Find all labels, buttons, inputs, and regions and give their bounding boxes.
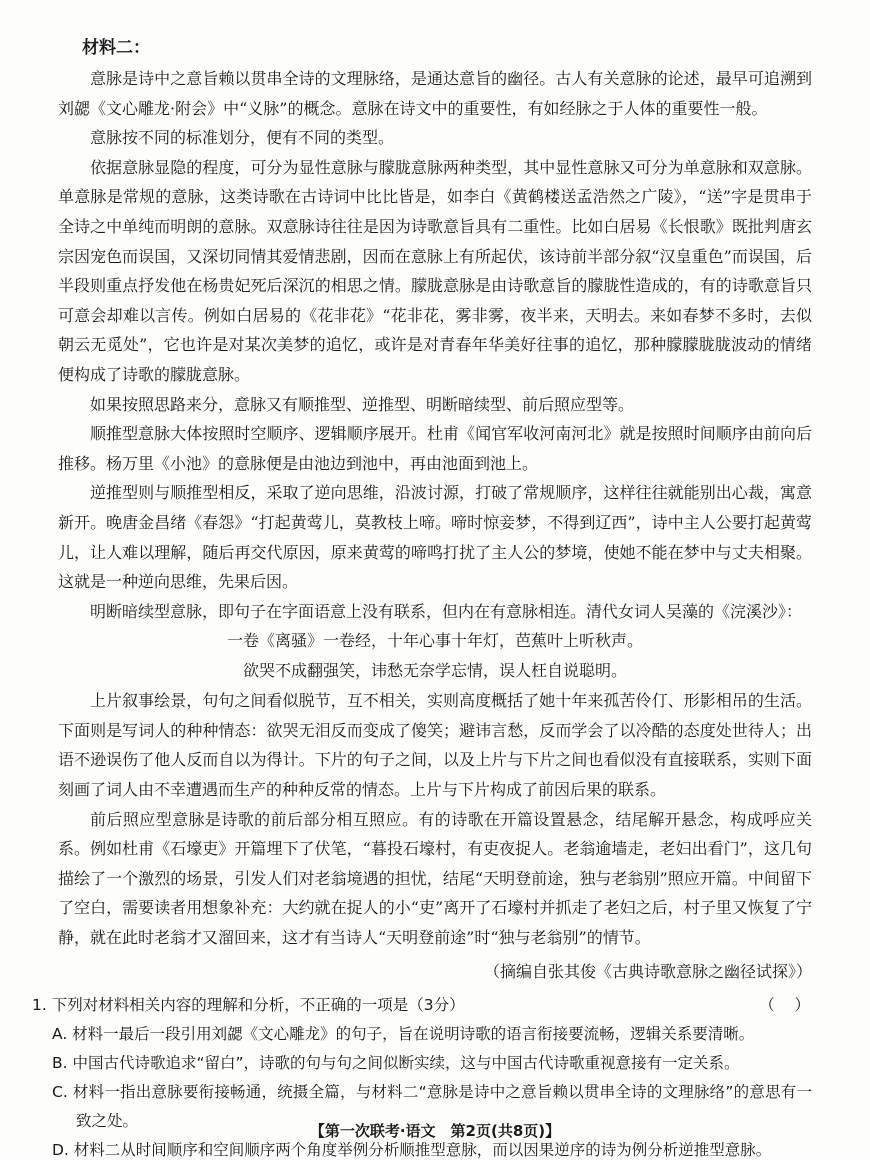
paragraph: 如果按照思路来分，意脉又有顺推型、逆推型、明断暗续型、前后照应型等。 — [90, 394, 635, 414]
paragraph: 前后照应型意脉是诗歌的前后部分相互照应。有的诗歌在开篇设置悬念，结尾解开悬念，构成呼应关系。例如杜甫《石壕吏》开篇埋下了伏笔，“暮投石壕村，有吏夜捉人。老翁逾墙走，老妇出看门”，这几句描绘了一个激烈的场景，引发人们对老翁境遇的担忧，结尾“天明登前途，独与老翁别”照应开篇。中间留下了空白，需要读者用想象补充：大约就在捉人的小“吏”离开了石壕村并抓走了老妇之后，村子里又恢复了宁静，就在此时老翁才又溜回来，这才有当诗人“天明登前途”时“独与老翁别”的情节。 — [58, 809, 812, 948]
answer-bracket: （ ） — [759, 995, 810, 1014]
question-stem: 1. 下列对材料相关内容的理解和分析，不正确的一项是（3分） — [32, 995, 465, 1014]
poem-line: 欲哭不成翻强笑，讳愁无奈学忘情，误人枉自说聪明。 — [242, 661, 627, 681]
source-citation: （摘编自张其俊《古典诗歌意脉之幽径试探》） — [483, 961, 812, 981]
paragraph: 明断暗续型意脉，即句子在字面语意上没有联系，但内在有意脉相连。清代女词人吴藻的《浣溪沙》： — [90, 601, 803, 621]
option-a: A. 材料一最后一段引用刘勰《文心雕龙》的句子，旨在说明诗歌的语言衔接要流畅，逻辑关系要清晰。 — [52, 1024, 755, 1043]
paragraph: 逆推型则与顺推型相反，采取了逆向思维，沿波讨源，打破了常规顺序，这样往往就能别出心裁，寓意新开。晚唐金昌绪《春怨》“打起黄莺儿，莫教枝上啼。啼时惊妾梦，不得到辽西”，诗中主人公要打起黄莺儿，让人难以理解，随后再交代原因，原来黄莺的啼鸣打扰了主人公的梦境，使她不能在梦中与丈夫相聚。这就是一种逆向思维，先果后因。 — [58, 483, 812, 592]
page-footer: 【第一次联考·语文 第2页(共8页)】 — [309, 1122, 561, 1140]
paragraph: 依据意脉显隐的程度，可分为显性意脉与朦胧意脉两种类型，其中显性意脉又可分为单意脉和双意脉。单意脉是常规的意脉，这类诗歌在古诗词中比比皆是，如李白《黄鹤楼送孟浩然之广陵》，“送”字是贯串于全诗之中单纯而明朗的意脉。双意脉诗往往是因为诗歌意旨具有二重性。比如白居易《长恨歌》既批判唐玄宗因宠色而误国，又深切同情其爱情悲剧，因而在意脉上有所起伏，该诗前半部分叙“汉皇重色”而误国，后半段则重点抒发他在杨贵妃死后深沉的相思之情。朦胧意脉是由诗歌意旨的朦胧性造成的，有的诗歌意旨只可意会却难以言传。例如白居易的《花非花》“花非花，雾非雾，夜半来，天明去。来如春梦不多时，去似朝云无觅处”，它也许是对某次美梦的追忆，或许是对青春年华美好往事的追忆，那种朦朦胧胧波动的情绪便构成了诗歌的朦胧意脉。 — [58, 157, 812, 384]
question-stem-row — [32, 991, 812, 1020]
material-title: 材料二： — [82, 38, 150, 58]
paragraph: 上片叙事绘景，句句之间看似脱节，互不相关，实则高度概括了她十年来孤苦伶仃、形影相吊的生活。下面则是写词人的种种情态：欲哭无泪反而变成了傻笑；避讳言愁，反而学会了以冷酷的态度处世待人；出语不逊误伤了他人反而自以为得计。下片的句子之间，以及上片与下片之间也看似没有直接联系，实则下面刻画了词人由不幸遭遇而生产的种种反常的情态。上片与下片构成了前因后果的联系。 — [58, 691, 812, 800]
poem-line: 一卷《离骚》一卷经，十年心事十年灯，芭蕉叶上听秋声。 — [226, 631, 643, 651]
option-c: C. 材料一指出意脉要衔接畅通，统摄全篇，与材料二“意脉是诗中之意旨赖以贯串全诗的文理脉络”的意思有一致之处。 — [52, 1082, 812, 1130]
option-d: D. 材料二从时间顺序和空间顺序两个角度举例分析顺推型意脉，而以因果逆序的诗为例分析逆推型意脉。 — [52, 1140, 772, 1159]
paragraph: 意脉按不同的标准划分，便有不同的类型。 — [90, 128, 395, 148]
option-b: B. 中国古代诗歌追求“留白”，诗歌的句与句之间似断实续，这与中国古代诗歌重视意接有一定关系。 — [52, 1053, 740, 1072]
paragraph: 顺推型意脉大体按照时空顺序、逻辑顺序展开。杜甫《闻官军收河南河北》就是按照时间顺序由前向后推移。杨万里《小池》的意脉便是由池边到池中，再由池面到池上。 — [58, 424, 812, 473]
paragraph: 意脉是诗中之意旨赖以贯串全诗的文理脉络，是通达意旨的幽径。古人有关意脉的论述，最早可追溯到刘勰《文心雕龙·附会》中“义脉”的概念。意脉在诗文中的重要性，有如经脉之于人体的重要性一般。 — [58, 69, 812, 118]
